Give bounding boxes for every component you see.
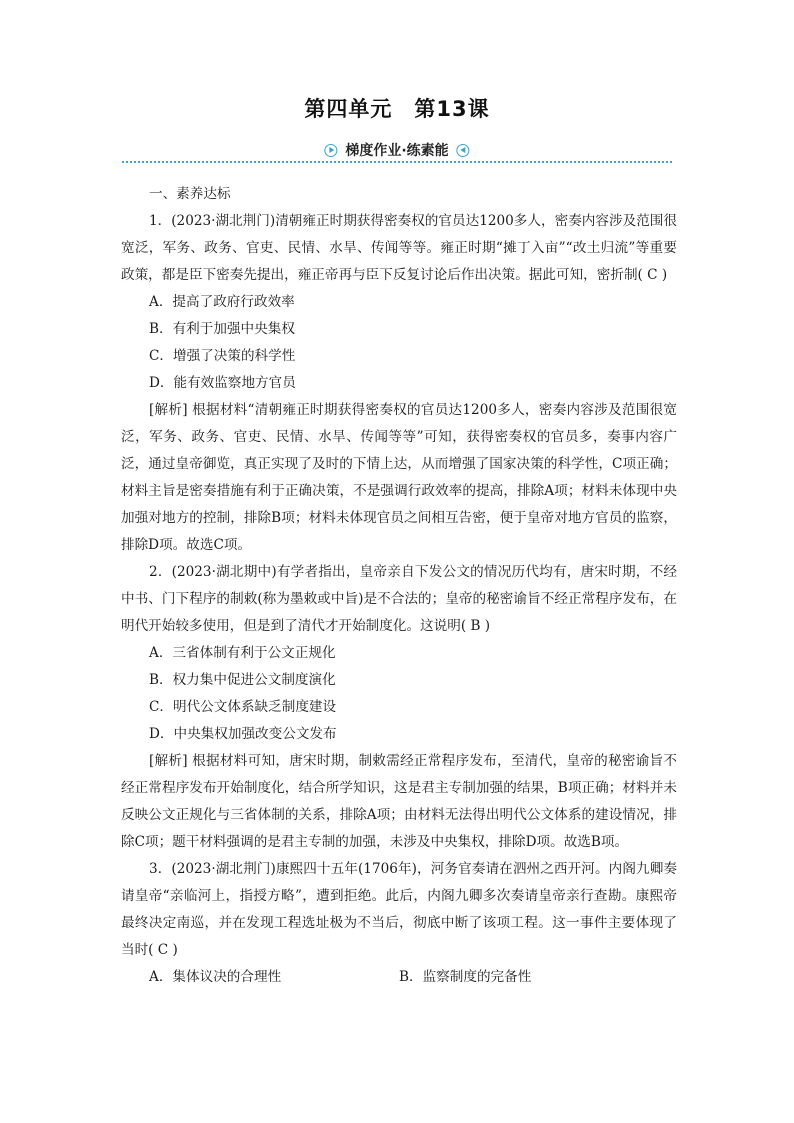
question-1-stem: 1．(2023·湖北荆门)清朝雍正时期获得密奏权的官员达1200多人，密奏内容涉及范围很宽泛，军务、政务、官吏、民情、水旱、传闻等等。雍正时期“摊丁入亩”“改土归流”等重要政策，都是臣下密奏先提出，雍正帝再与臣下反复讨论后作出决策。据此可知，密折制( C ) (121, 213, 677, 283)
section-heading: 一、素养达标 (149, 186, 231, 202)
page-title (0, 93, 794, 123)
triangle-left-icon (457, 144, 470, 157)
lesson-title: 第13课 (414, 97, 490, 121)
question-1-analysis: [解析] 根据材料“清朝雍正时期获得密奏权的官员达1200多人，密奏内容涉及范围很宽泛，军务、政务、官吏、民情、水旱、传闻等等”可知，获得密奏权的官员多，奏事内容广泛，通过皇帝御览，真正实现了及时的下情上达，从而增强了国家决策的科学性，C项正确；材料主旨是密奏措施有利于正确决策，不是强调行政效率的提高，排除A项；材料未体现中央加强对地方的控制，排除B项；材料未体现官员之间相互告密，便于皇帝对地方官员的监察，排除D项。故选C项。 (121, 402, 677, 553)
question-2-stem: 2．(2023·湖北期中)有学者指出，皇帝亲自下发公文的情况历代均有，唐宋时期，不经中书、门下程序的制敕(称为墨敕或中旨)是不合法的；皇帝的秘密谕旨不经正常程序发布，在明代开始较多使用，但是到了清代才开始制度化。这说明( B ) (121, 564, 677, 634)
dotted-divider (122, 161, 672, 163)
question-3-stem: 3．(2023·湖北荆门)康熙四十五年(1706年)，河务官奏请在泗州之西开河。内阁九卿奏请皇帝“亲临河上，指授方略”，遭到拒绝。此后，内阁九卿多次奏请皇帝亲行查勘。康熙帝最终决定南巡，并在发现工程选址极为不当后，彻底中断了该项工程。这一事件主要体现了当时( C ) (121, 861, 677, 958)
question-1-option-a: A．提高了政府行政效率 (149, 294, 295, 310)
question-3-options-row (121, 964, 677, 991)
banner-label (318, 140, 475, 160)
banner-text: 梯度作业·练素能 (345, 143, 449, 159)
section-banner (122, 140, 672, 164)
question-2-analysis: [解析] 根据材料可知，唐宋时期，制敕需经正常程序发布，至清代，皇帝的秘密谕旨不经正常程序发布开始制度化，结合所学知识，这是君主专制加强的结果，B项正确；材料并未反映公文正规化与三省体制的关系，排除A项；由材料无法得出明代公文体系的建设情况，排除C项；题干材料强调的是君主专制的加强，未涉及中央集权，排除D项。故选B项。 (121, 753, 677, 850)
content-body (121, 181, 677, 991)
question-1-option-c: C．增强了决策的科学性 (149, 348, 296, 364)
question-2-option-d: D．中央集权加强改变公文发布 (149, 726, 337, 742)
question-1-option-b: B．有利于加强中央集权 (149, 321, 295, 337)
unit-title: 第四单元 (304, 97, 393, 121)
question-3-option-b: B．监察制度的完备性 (399, 969, 532, 985)
triangle-right-icon (324, 144, 337, 157)
question-2-option-a: A．三省体制有利于公文正规化 (149, 645, 336, 661)
question-3-option-a: A．集体议决的合理性 (149, 969, 282, 985)
question-2-option-b: B．权力集中促进公文制度演化 (149, 672, 336, 688)
question-2-option-c: C．明代公文体系缺乏制度建设 (149, 699, 337, 715)
question-1-option-d: D．能有效监察地方官员 (149, 375, 296, 391)
